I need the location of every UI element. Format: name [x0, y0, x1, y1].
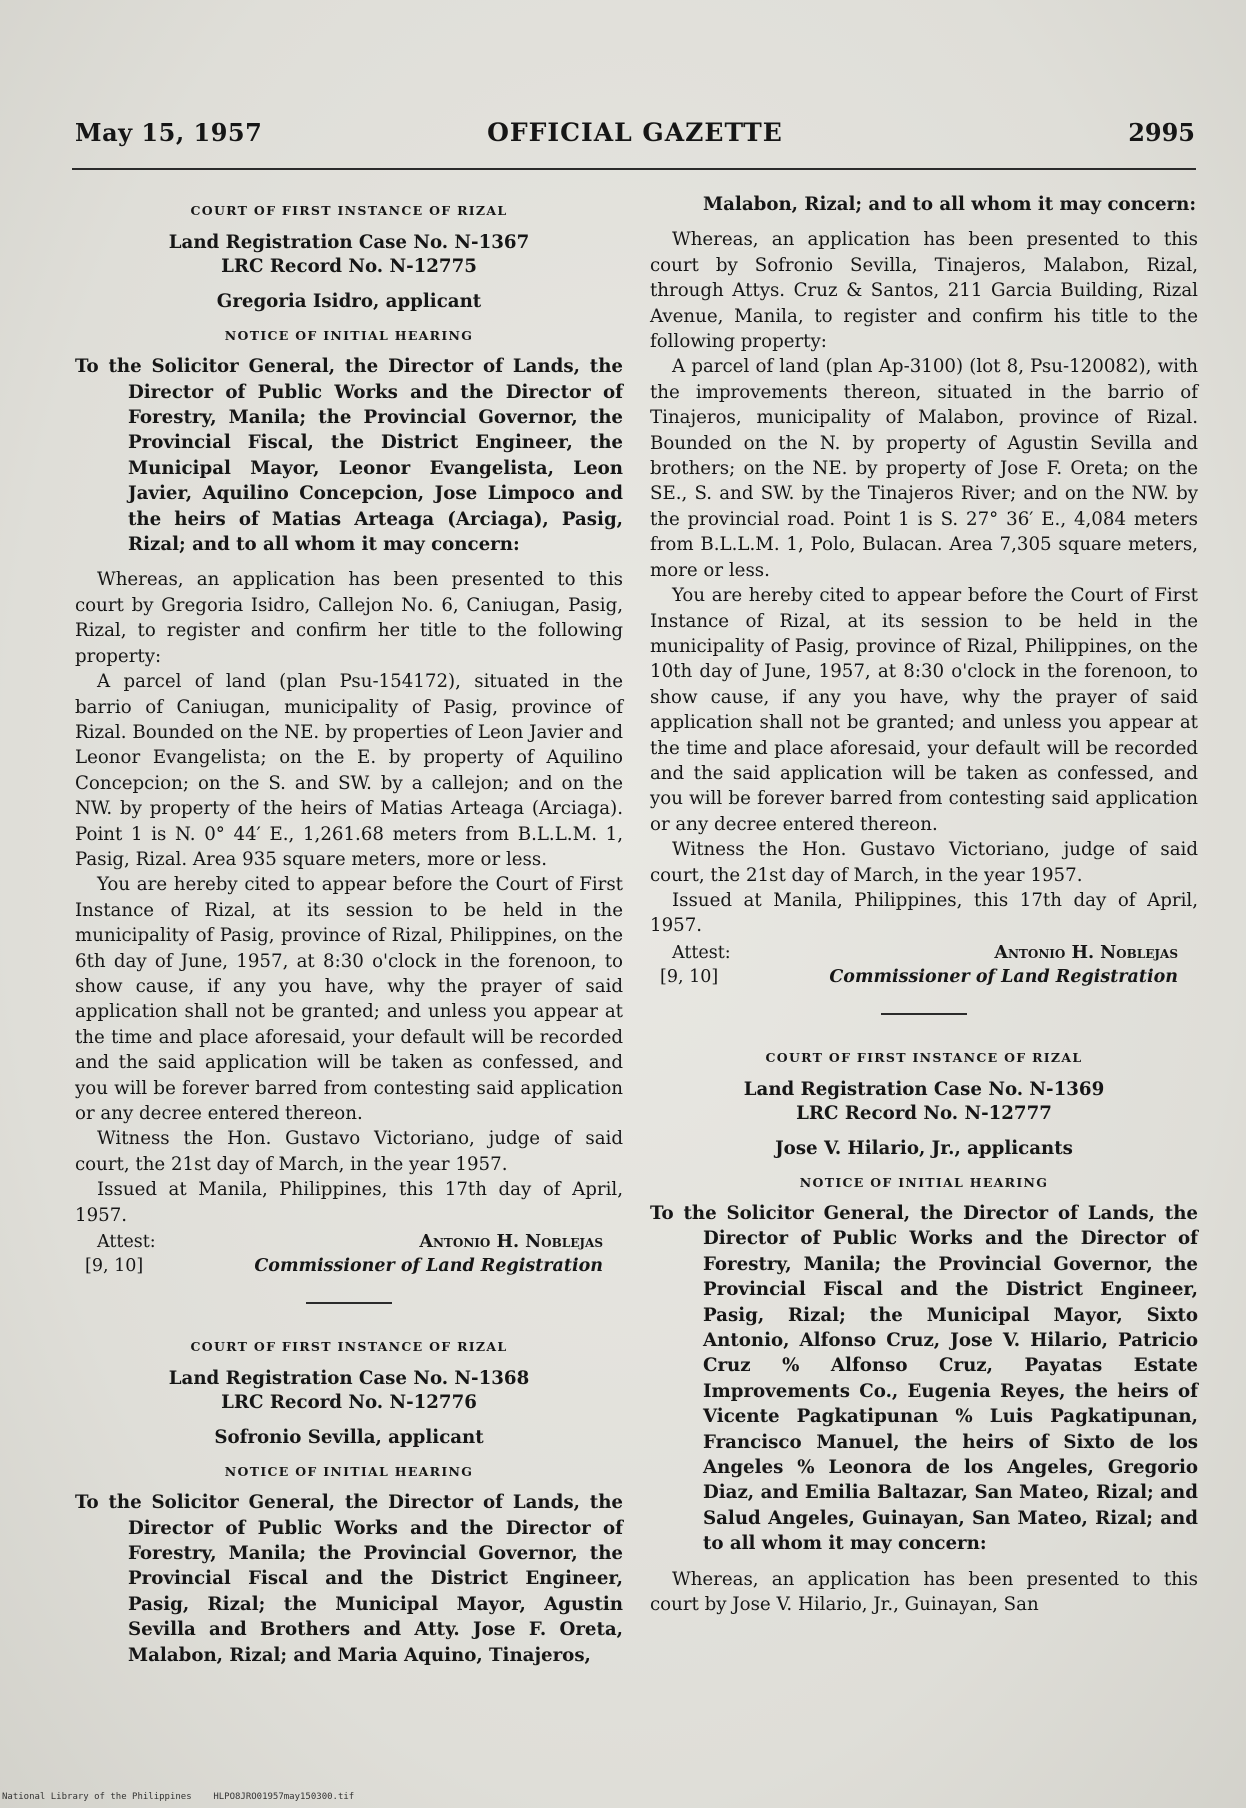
- addressees: To the Solicitor General, the Director of Lands, the Director of Public Works and the Director of Forestry, Manila; the Provincial Governor, the Provincial Fiscal and the District Engineer, Pasig, Rizal; the Municipal Mayor, Agustin Sevilla and Brothers and Atty. Jose F. Oreta, Malabon, Rizal; and Maria Aquino, Tinajeros,: [75, 1492, 623, 1666]
- addressees: To the Solicitor General, the Director of Lands, the Director of Public Works and the Director of Forestry, Manila; the Provincial Governor, the Provincial Fiscal, the District Engineer, the Municipal Mayor, Leonor Evangelista, Leon Javier, Aquilino Concepcion, Jose Limpoco and the heirs of Matias Arteaga (Arciaga), Pasig, Rizal; and to all whom it may concern:: [75, 356, 623, 556]
- section-separator: [306, 1302, 392, 1304]
- issued-paragraph: Issued at Manila, Philippines, this 17th day of April, 1957.: [650, 889, 1198, 937]
- witness-paragraph: Witness the Hon. Gustavo Victoriano, judge of said court, the 21st day of March, in the year 1957.: [75, 1128, 623, 1175]
- whereas-paragraph: Whereas, an application has been presented to this court by Jose V. Hilario, Jr., Guinayan, San: [650, 1568, 1198, 1616]
- whereas-paragraph: Whereas, an application has been presented to this court by Gregoria Isidro, Callejon No. 6, Caniugan, Pasig, Rizal, to register and confirm her title to the following property:: [75, 569, 623, 667]
- attestation: [75, 1230, 623, 1280]
- header-rule: [72, 168, 1196, 170]
- page-header: [75, 118, 1195, 158]
- left-column: [75, 192, 623, 1668]
- applicant-line: Jose V. Hilario, Jr., applicants: [775, 1138, 1073, 1160]
- issue-reference: [9, 10]: [85, 1256, 144, 1277]
- cited-paragraph: You are hereby cited to appear before the Court of First Instance of Rizal, at its session to be held in the municipality of Pasig, province of Rizal, Philippines, on the 6th day of June, 1957, at 8:30 o'clock in the forenoon, to show cause, if any you have, why the prayer of said application shall not be granted; and unless you appear at the time and place aforesaid, your default will be recorded and the said application will be taken as confessed, and you will be forever barred from contesting said application or any decree entered thereon.: [75, 874, 623, 1124]
- issued-paragraph: Issued at Manila, Philippines, this 17th day of April, 1957.: [75, 1179, 623, 1226]
- notice-title: NOTICE OF INITIAL HEARING: [224, 327, 474, 343]
- witness-paragraph: Witness the Hon. Gustavo Victoriano, judge of said court, the 21st day of March, in the year 1957.: [650, 839, 1198, 886]
- notice-n1368-continued: [650, 192, 1198, 991]
- notice-title: NOTICE OF INITIAL HEARING: [224, 1463, 474, 1479]
- case-number: Land Registration Case No. N-1369: [743, 1079, 1105, 1101]
- court-heading: COURT OF FIRST INSTANCE OF RIZAL: [765, 1049, 1083, 1065]
- attest-label: Attest:: [672, 942, 731, 963]
- header-title: OFFICIAL GAZETTE: [487, 118, 783, 147]
- signatory-name: Antonio H. Noblejas: [994, 942, 1178, 963]
- signatory-title: Commissioner of Land Registration: [829, 966, 1178, 987]
- notice-title: NOTICE OF INITIAL HEARING: [799, 1174, 1049, 1190]
- right-column: [650, 192, 1198, 1618]
- signatory-name: Antonio H. Noblejas: [419, 1232, 603, 1253]
- notice-n1368: [75, 1334, 623, 1668]
- section-separator: [881, 1013, 967, 1015]
- record-number: LRC Record No. N-12775: [221, 256, 477, 278]
- whereas-paragraph: Whereas, an application has been presented to this court by Sofronio Sevilla, Tinajeros, Malabon, Rizal, through Attys. Cruz & Santos, 211 Garcia Building, Rizal Avenue, Manila, to register and confirm his title to the following property:: [650, 229, 1198, 353]
- scan-footer: National Library of the Philippines HLPO8JRO01957may150300.tif: [2, 1792, 355, 1802]
- attest-label: Attest:: [97, 1232, 156, 1253]
- header-page-number: 2995: [1128, 118, 1195, 147]
- applicant-line: Gregoria Isidro, applicant: [216, 291, 482, 313]
- record-number: LRC Record No. N-12777: [796, 1103, 1052, 1125]
- case-number: Land Registration Case No. N-1368: [168, 1368, 530, 1390]
- parcel-description: A parcel of land (plan Ap-3100) (lot 8, Psu-120082), with the improvements thereon, situated in the barrio of Tinajeros, municipality of Malabon, province of Rizal. Bounded on the N. by property of Agustin Sevilla and brothers; on the NE. by property of Jose F. Oreta; on the SE., S. and SW. by the Tinajeros River; and on the NW. by the provincial road. Point 1 is S. 27° 36′ E., 4,084 meters from B.L.L.M. 1, Polo, Bulacan. Area 7,305 square meters, more or less.: [650, 356, 1198, 581]
- applicant-line: Sofronio Sevilla, applicant: [214, 1427, 484, 1449]
- addressees: To the Solicitor General, the Director of Lands, the Director of Public Works and the Director of Forestry, Manila; the Provincial Governor, the Provincial Fiscal and the District Engineer, Pasig, Rizal; the Municipal Mayor, Sixto Antonio, Alfonso Cruz, Jose V. Hilario, Patricio Cruz % Alfonso Cruz, Payatas Estate Improvements Co., Eugenia Reyes, the heirs of Vicente Pagkatipunan % Luis Pagkatipunan, Francisco Manuel, the heirs of Sixto de los Angeles % Leonora de los Angeles, Gregorio Diaz, and Emilia Baltazar, San Mateo, Rizal; and Salud Angeles, Guinayan, San Mateo, Rizal; and to all whom it may concern:: [650, 1203, 1198, 1555]
- header-date: May 15, 1957: [75, 118, 263, 147]
- attestation: [650, 941, 1198, 991]
- record-number: LRC Record No. N-12776: [221, 1392, 477, 1414]
- notice-n1369: [650, 1045, 1198, 1618]
- court-heading: COURT OF FIRST INSTANCE OF RIZAL: [190, 203, 508, 218]
- cited-paragraph: You are hereby cited to appear before the Court of First Instance of Rizal, at its session to be held in the municipality of Pasig, province of Rizal, Philippines, on the 10th day of June, 1957, at 8:30 o'clock in the forenoon, to show cause, if any you have, why the prayer of said application shall not be granted; and unless you appear at the time and place aforesaid, your default will be recorded and the said application will be taken as confessed, and you will be forever barred from contesting said application or any decree entered thereon.: [650, 585, 1198, 835]
- parcel-description: A parcel of land (plan Psu-154172), situated in the barrio of Caniugan, municipality of Pasig, province of Rizal. Bounded on the NE. by properties of Leon Javier and Leonor Evangelista; on the E. by property of Aquilino Concepcion; on the S. and SW. by a callejon; and on the NW. by property of the heirs of Matias Arteaga (Arciaga). Point 1 is N. 0° 44′ E., 1,261.68 meters from B.L.L.M. 1, Pasig, Rizal. Area 935 square meters, more or less.: [75, 671, 623, 870]
- issue-reference: [9, 10]: [660, 966, 719, 987]
- court-heading: COURT OF FIRST INSTANCE OF RIZAL: [190, 1339, 508, 1355]
- notice-n1367: [75, 198, 623, 1280]
- addressees-continued: Malabon, Rizal; and to all whom it may concern:: [703, 194, 1197, 215]
- signatory-title: Commissioner of Land Registration: [254, 1256, 603, 1277]
- case-number: Land Registration Case No. N-1367: [168, 232, 530, 254]
